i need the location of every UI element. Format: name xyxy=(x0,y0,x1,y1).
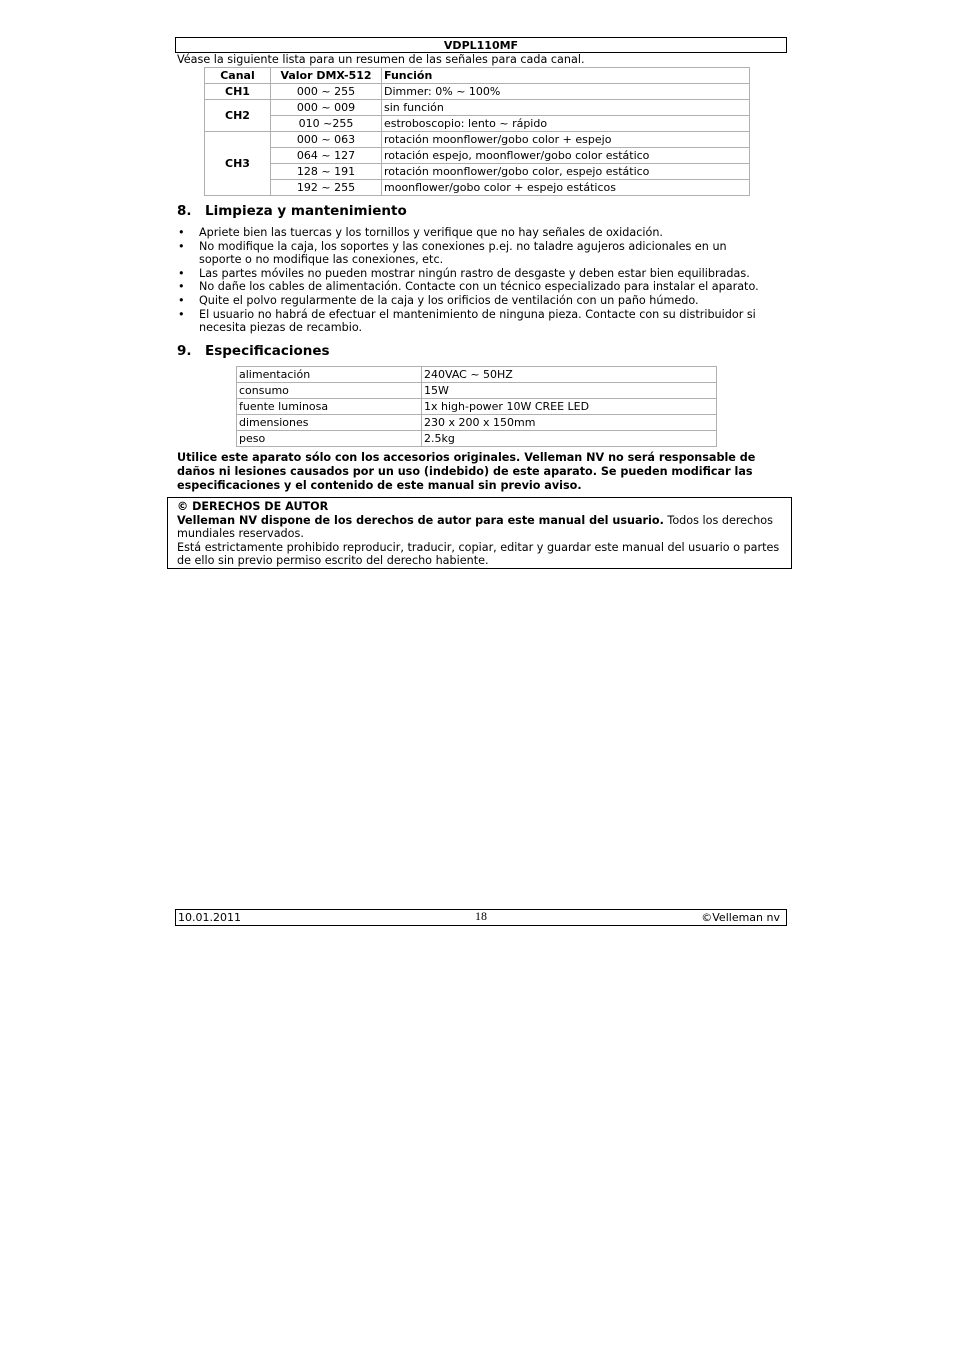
header-title: VDPL110MF xyxy=(443,39,519,52)
dmx-value: 128 ~ 191 xyxy=(271,164,382,180)
copyright-rest-sentence: Todos los derechos mundiales reservados. xyxy=(177,513,773,541)
dmx-value: 000 ~ 255 xyxy=(271,84,382,100)
column-header-canal: Canal xyxy=(205,68,271,84)
spec-label: dimensiones xyxy=(237,415,422,431)
spec-label: peso xyxy=(237,431,422,447)
spec-value: 2.5kg xyxy=(422,431,717,447)
footer-copyright: ©Velleman nv xyxy=(701,911,780,924)
channel-function: rotación moonflower/gobo color + espejo xyxy=(382,132,750,148)
table-row xyxy=(237,399,717,415)
channel-function: sin función xyxy=(382,100,750,116)
column-header-valor: Valor DMX-512 xyxy=(271,68,382,84)
channel-function: moonflower/gobo color + espejo estáticos xyxy=(382,180,750,196)
table-row xyxy=(205,180,750,196)
footer-date: 10.01.2011 xyxy=(178,911,241,924)
specifications-table xyxy=(236,366,717,447)
list-item: • No dañe los cables de alimentación. Contacte con un técnico especializado para instalar el aparato. xyxy=(176,280,766,294)
intro-text: Véase la siguiente lista para un resumen de las señales para cada canal. xyxy=(177,53,585,66)
spec-value: 230 x 200 x 150mm xyxy=(422,415,717,431)
table-row xyxy=(237,367,717,383)
table-row xyxy=(205,164,750,180)
copyright-notice xyxy=(167,497,792,569)
channel-label: CH2 xyxy=(205,100,271,132)
channel-function: rotación moonflower/gobo color, espejo estático xyxy=(382,164,750,180)
table-row xyxy=(205,116,750,132)
table-row xyxy=(237,415,717,431)
maintenance-list xyxy=(176,226,766,335)
table-row xyxy=(205,132,750,148)
copyright-bold-sentence: Velleman NV dispone de los derechos de autor para este manual del usuario. xyxy=(177,513,664,527)
table-row xyxy=(205,84,750,100)
page-footer xyxy=(175,909,787,926)
spec-value: 240VAC ~ 50HZ xyxy=(422,367,717,383)
channel-function: estroboscopio: lento ~ rápido xyxy=(382,116,750,132)
channel-label: CH3 xyxy=(205,132,271,196)
dmx-channel-table xyxy=(204,67,750,196)
spec-value: 15W xyxy=(422,383,717,399)
section-title: Especificaciones xyxy=(205,343,330,359)
copyright-paragraph-2: Está estrictamente prohibido reproducir, traducir, copiar, editar y guardar este manual del usuario o partes de ello sin previo permiso escrito del derecho habiente. xyxy=(177,540,780,568)
copyright-paragraph-1 xyxy=(177,514,786,541)
copyright-heading: © DERECHOS DE AUTOR xyxy=(177,500,329,513)
dmx-value: 010 ~255 xyxy=(271,116,382,132)
spec-label: fuente luminosa xyxy=(237,399,422,415)
channel-function: rotación espejo, moonflower/gobo color estático xyxy=(382,148,750,164)
section-9-heading xyxy=(177,343,330,359)
table-row xyxy=(205,100,750,116)
section-number: 9. xyxy=(177,343,192,359)
channel-function: Dimmer: 0% ~ 100% xyxy=(382,84,750,100)
spec-label: alimentación xyxy=(237,367,422,383)
dmx-value: 192 ~ 255 xyxy=(271,180,382,196)
table-row xyxy=(237,383,717,399)
list-item: • El usuario no habrá de efectuar el mantenimiento de ninguna pieza. Contacte con su distribuidor si necesita piezas de recambio. xyxy=(176,308,766,335)
channel-label: CH1 xyxy=(205,84,271,100)
usage-warning: Utilice este aparato sólo con los accesorios originales. Velleman NV no será responsable de daños ni lesiones causados por un uso (indebido) de este aparato. Se pueden modificar las especificaciones y el contenido de este manual sin previo aviso. xyxy=(177,451,756,493)
dmx-value: 000 ~ 063 xyxy=(271,132,382,148)
page-header xyxy=(175,37,787,53)
list-item: • No modifique la caja, los soportes y las conexiones p.ej. no taladre agujeros adicionales en un soporte o no modifique las conexiones, etc. xyxy=(176,240,766,267)
table-row xyxy=(205,148,750,164)
dmx-value: 000 ~ 009 xyxy=(271,100,382,116)
section-8-heading xyxy=(177,203,407,219)
section-title: Limpieza y mantenimiento xyxy=(205,203,407,219)
list-item: • Quite el polvo regularmente de la caja y los orificios de ventilación con un paño húmedo. xyxy=(176,294,766,308)
spec-value: 1x high-power 10W CREE LED xyxy=(422,399,717,415)
table-header-row xyxy=(205,68,750,84)
page-number: 18 xyxy=(475,909,487,923)
dmx-value: 064 ~ 127 xyxy=(271,148,382,164)
list-item: • Apriete bien las tuercas y los tornillos y verifique que no hay señales de oxidación. xyxy=(176,226,766,240)
table-row xyxy=(237,431,717,447)
section-number: 8. xyxy=(177,203,192,219)
list-item: • Las partes móviles no pueden mostrar ningún rastro de desgaste y deben estar bien equilibradas. xyxy=(176,267,766,281)
column-header-funcion: Función xyxy=(382,68,750,84)
spec-label: consumo xyxy=(237,383,422,399)
